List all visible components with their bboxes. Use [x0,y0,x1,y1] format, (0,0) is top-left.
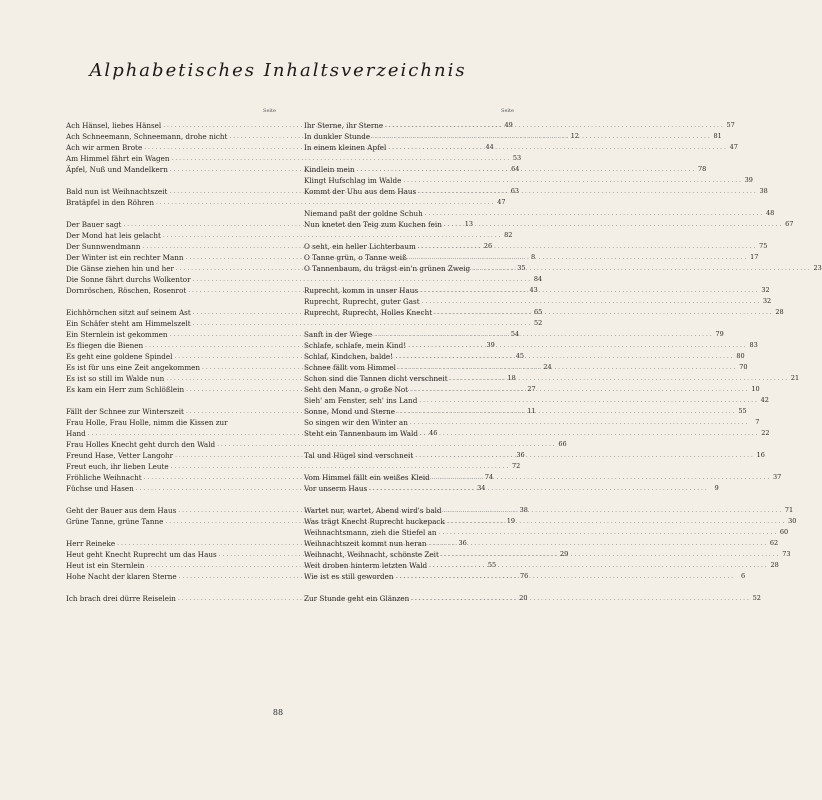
entry-page: 10 [751,385,760,393]
entry-title: Ihr Sterne, ihr Sterne [304,121,384,130]
dot-leader [418,186,756,197]
entry-title: Weihnacht, Weihnacht, schönste Zeit [304,550,439,559]
entry-page: 45 [515,352,525,360]
dot-leader [403,175,741,186]
entry-page: 39 [744,176,753,184]
entry-page: 73 [782,550,791,558]
entry-page: 80 [736,352,745,360]
entry-title: Kindlein mein [304,165,355,174]
dot-leader [415,450,753,461]
entry-title: Der Mond hat leis gelacht [66,231,161,240]
entry-page: 55 [487,561,497,569]
index-entry [304,373,800,384]
index-entry [66,197,506,208]
entry-page: 39 [486,341,495,349]
index-entry [304,252,759,263]
index-entry [304,142,738,153]
entry-page: 47 [497,198,506,206]
entry-title: Grüne Tanne, grüne Tanne [66,517,164,526]
entry-title: Der Winter ist ein rechter Mann [66,253,184,262]
entry-page: 11 [527,407,536,415]
dot-leader [420,285,758,296]
entry-page: 67 [785,220,794,228]
entry-page: 19 [506,517,516,525]
entry-page: 43 [529,286,538,294]
entry-title: Die Sonne fährt durchs Wolkentor [66,275,191,284]
entry-title: Der Sunnwendmann [66,242,141,251]
dot-leader [472,263,810,274]
entry-title: Bratäpfel in den Röhren [66,198,154,207]
entry-page: 60 [779,528,789,536]
dot-leader [418,241,756,252]
dot-leader [408,340,746,351]
entry-title: Frau Holle, Frau Holle, nimm die Kissen zur [66,418,228,427]
entry-title: Wie ist es still geworden [304,572,394,581]
dot-leader [385,120,723,131]
entry-title: Eichhörnchen sitzt auf seinem Ast [66,308,191,317]
dot-leader [419,395,757,406]
entry-title: Geht der Bauer aus dem Haus [66,506,177,515]
entry-page: 28 [775,308,784,316]
entry-page: 6 [740,572,746,580]
dot-leader [444,505,782,516]
entry-title: Ach Schneemann, Schneemann, drohe nicht [66,132,228,141]
entry-page: 18 [507,374,516,382]
dot-leader [450,373,788,384]
entry-title: Schlafe, schlafe, mein Kind! [304,341,407,350]
entry-page: 66 [558,440,567,448]
index-entry [66,439,567,450]
entry-page: 74 [484,473,494,481]
index-entry [304,241,768,252]
entry-page: 48 [766,209,775,217]
entry-page: 54 [510,330,520,338]
entry-title: Ruprecht, Ruprecht, Holles Knecht [304,308,433,317]
entry-page: 32 [762,297,772,305]
entry-page: 30 [788,517,797,525]
entry-page: 65 [534,308,543,316]
entry-page: 71 [784,506,794,514]
entry-title: Sieh' am Fenster, seh' ins Land [304,396,418,405]
dot-leader [372,131,710,142]
index-entry [304,417,760,428]
entry-title: Schlaf, Kindchen, balde! [304,352,394,361]
index-entry [304,340,758,351]
entry-page: 53 [512,154,522,162]
entry-title: Fröhliche Weihnacht [66,473,142,482]
entry-title: Weit droben hinterm letzten Wald [304,561,428,570]
entry-title: Ein Schäfer steht am Himmelszelt [66,319,191,328]
entry-page: 27 [527,385,536,393]
dot-leader [425,208,763,219]
entry-page: 81 [713,132,722,140]
entry-page: 44 [485,143,494,151]
entry-page: 82 [504,231,513,239]
entry-group [304,208,794,230]
entry-title: Frau Holles Knecht geht durch den Wald [66,440,216,449]
dot-leader [409,252,747,263]
index-entry [66,153,522,164]
entry-page: 37 [773,473,782,481]
dot-leader [398,362,736,373]
entry-page: 36 [458,539,467,547]
entry-title: So singen wir den Winter an [304,418,408,427]
index-entry [304,483,719,494]
dot-leader [429,538,767,549]
entry-title: Weihnachtszeit kommt nun heran [304,539,427,548]
entry-title: In einem kleinen Apfel [304,143,387,152]
entry-title: In dunkler Stunde [304,132,371,141]
entry-title: Füchse und Hasen [66,484,134,493]
entry-title: Ach wir armen Brote [66,143,143,152]
entry-title: Dornröschen, Röschen, Rosenrot [66,286,187,295]
entry-title: Sonne, Mond und Sterne [304,407,396,416]
dot-leader [410,417,748,428]
dot-leader [410,384,748,395]
entry-page: 20 [519,594,528,602]
dot-leader [444,219,782,230]
entry-title: Steht ein Tannenbaum im Wald [304,429,418,438]
entry-page: 47 [729,143,738,151]
page-number: 88 [272,708,284,717]
index-entry [304,219,794,230]
dot-leader [411,593,749,604]
entry-page: 55 [738,407,747,415]
seite-header-left: Seite [263,108,276,114]
entry-title: Klingt Hufschlag im Walde [304,176,402,185]
entry-title: Tal und Hügel sind verschneit [304,451,414,460]
index-entry [304,120,735,131]
index-entry [304,395,769,406]
page-title: Alphabetisches Inhaltsverzeichnis [89,60,467,81]
entry-page: 29 [560,550,569,558]
entry-title: Äpfel, Nuß und Mandelkern [66,165,168,174]
entry-title: O Tanne grün, o Tanne weiß [304,253,407,262]
entry-page: 38 [759,187,768,195]
index-entry [304,516,797,527]
entry-page: 8 [530,253,536,261]
entry-title: Es geht eine goldene Spindel [66,352,173,361]
index-entry [66,461,521,472]
entry-page: 24 [543,363,552,371]
entry-title: Hohe Nacht der klaren Sterne [66,572,177,581]
entry-title: Zur Stunde geht ein Glänzen [304,594,410,603]
entry-title: Ach Hänsel, liebes Hänsel [66,121,162,130]
entry-page: 28 [770,561,779,569]
entry-title: Ein Sternlein ist gekommen [66,330,168,339]
entry-title: Es fliegen die Bienen [66,341,144,350]
entry-page: 38 [519,506,528,514]
dot-leader [447,516,785,527]
dot-leader [396,571,734,582]
entry-title: Es ist für uns eine Zeit angekommen [66,363,201,372]
entry-title: Sanft in der Wiege [304,330,373,339]
entry-page: 79 [715,330,724,338]
entry-title: Freut euch, ihr lieben Leute [66,462,169,471]
entry-page: 57 [726,121,735,129]
entry-page: 63 [510,187,520,195]
entry-page: 35 [517,264,526,272]
index-entry [304,472,782,483]
entry-page: 23 [813,264,822,272]
dot-leader [429,560,767,571]
entry-page: 34 [477,484,486,492]
entry-page: 7 [755,418,760,426]
entry-title: Fällt der Schnee zur Winterszeit [66,407,184,416]
entry-title: Der Bauer sagt [66,220,122,229]
entry-title: Am Himmel fährt ein Wagen [66,154,170,163]
index-entry [66,417,276,428]
dot-leader [374,329,712,340]
entry-page: 78 [697,165,707,173]
entry-page: 32 [761,286,770,294]
index-entry [66,230,513,241]
entry-page: 52 [752,594,761,602]
index-entry [304,538,779,549]
dot-leader [439,527,777,538]
entry-page: 75 [759,242,768,250]
entry-title: Es ist so still im Walde nun [66,374,165,383]
entry-page: 12 [570,132,580,140]
entry-title: Bald nun ist Weihnachtszeit [66,187,168,196]
entry-title: Vor unserm Haus [304,484,368,493]
entry-title: Ruprecht, komm in unser Haus [304,286,419,295]
entry-title: Die Gänse ziehen hin und her [66,264,174,273]
entry-title: Niemand paßt der goldne Schuh [304,209,423,218]
entry-group [304,472,782,494]
entry-page: 21 [790,374,800,382]
index-entry [304,560,779,571]
entry-page: 83 [749,341,758,349]
entry-title: Hand [66,429,86,438]
entry-title: Schnee fällt vom Himmel [304,363,396,372]
index-entry [304,428,770,439]
entry-title: O seht, ein heller Lichterbaum [304,242,416,251]
entry-title: Heut ist ein Sternlein [66,561,145,570]
entry-page: 64 [511,165,520,173]
entry-page: 76 [519,572,529,580]
entry-title: Vom Himmel fällt ein weißes Kleid [304,473,430,482]
entry-title: O Tannenbaum, du trägst ein'n grünen Zweig [304,264,471,273]
entry-title: Ich brach drei dürre Reiselein [66,594,176,603]
entry-page: 13 [464,220,473,228]
entry-title: Ruprecht, Ruprecht, guter Gast [304,297,420,306]
dot-leader [420,428,758,439]
entry-title: Kommt der Uhu aus dem Haus [304,187,417,196]
index-entry [304,296,772,307]
index-entry [304,208,775,219]
entry-title: Wartet nur, wartet, Abend wird's bald [304,506,442,515]
index-entry [66,318,543,329]
entry-page: 42 [760,396,769,404]
dot-leader [397,406,735,417]
dot-leader [369,483,707,494]
entry-page: 72 [511,462,521,470]
index-entry [304,527,789,538]
index-entry [66,274,543,285]
entry-title: Nun knetet den Teig zum Kuchen fein [304,220,442,229]
entry-page: 9 [714,484,719,492]
entry-title: Herr Reineke [66,539,116,548]
entry-page: 52 [533,319,543,327]
seite-header-right: Seite [501,108,514,114]
entry-page: 36 [516,451,525,459]
entry-title: Schon sind die Tannen dicht verschneit [304,374,448,383]
entry-page: 16 [756,451,765,459]
entry-title: Freund Hase, Vetter Langohr [66,451,174,460]
entry-title: Heut geht Knecht Ruprecht um das Haus [66,550,217,559]
index-entry [304,175,753,186]
dot-leader [357,164,695,175]
entry-page: 46 [429,429,438,437]
entry-page: 49 [504,121,513,129]
entry-page: 70 [739,363,748,371]
entry-page: 62 [769,539,779,547]
dot-leader [434,307,772,318]
entry-title: Weihnachtsmann, zieh die Stiefel an [304,528,437,537]
dot-leader [388,142,726,153]
entry-page: 84 [533,275,543,283]
entry-title: Seht den Mann, o große Not [304,385,409,394]
entry-title: Was trägt Knecht Ruprecht huckepack [304,517,445,526]
entry-page: 22 [761,429,770,437]
dot-leader [441,549,779,560]
dot-leader [432,472,770,483]
entry-page: 26 [483,242,493,250]
dot-leader [395,351,733,362]
entry-title: Es kam ein Herr zum Schlößlein [66,385,185,394]
entry-page: 17 [750,253,759,261]
dot-leader [422,296,760,307]
